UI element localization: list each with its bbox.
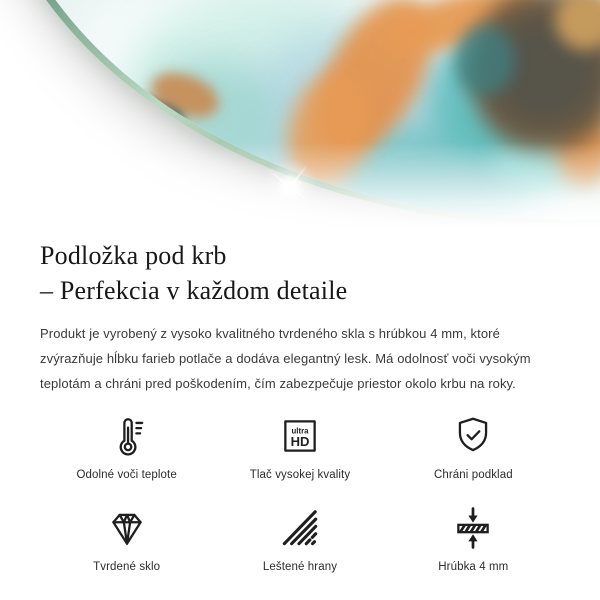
title-line-1: Podložka pod krb	[40, 241, 227, 270]
title-line-2: – Perfekcia v každom detaile	[40, 276, 348, 305]
svg-text:ultra: ultra	[291, 426, 309, 436]
feature-label: Odolné voči teplote	[76, 469, 177, 481]
feature-label: Leštené hrany	[262, 561, 338, 573]
feature-grid	[40, 413, 560, 573]
polished-edges-icon	[277, 505, 323, 551]
feature-label: Chráni podklad	[433, 469, 513, 481]
feature-heat-resistant	[40, 413, 213, 481]
feature-label: Hrúbka 4 mm	[438, 561, 509, 573]
feature-label: Tlač vysokej kvality	[249, 469, 351, 481]
feature-thickness	[387, 505, 560, 573]
feature-protects-surface	[387, 413, 560, 481]
glass-sparkle	[262, 159, 318, 215]
marble-dark-teal-accent	[455, 25, 515, 95]
feature-polished-edges	[213, 505, 386, 573]
thickness-icon	[450, 505, 496, 551]
thermometer-icon	[104, 413, 150, 459]
svg-text:HD: HD	[290, 433, 310, 449]
ultra-hd-icon	[277, 413, 323, 459]
feature-print-quality	[213, 413, 386, 481]
diamond-icon	[104, 505, 150, 551]
product-description: Produkt je vyrobený z vysoko kvalitného tvrdeného skla s hrúbkou 4 mm, ktoré zvýrazňuje hĺbku farieb potlače a dodáva elegantný lesk. Má odolnosť voči vysokým teplotám a chráni pred poškodením, čím zabezpečuje priestor okolo krbu na roky.	[40, 326, 531, 391]
page-title	[40, 238, 560, 308]
feature-label: Tvrdené sklo	[93, 561, 161, 573]
feature-tempered-glass	[40, 505, 213, 573]
product-photo	[0, 0, 600, 230]
product-info-section	[0, 238, 600, 573]
shield-check-icon	[450, 413, 496, 459]
